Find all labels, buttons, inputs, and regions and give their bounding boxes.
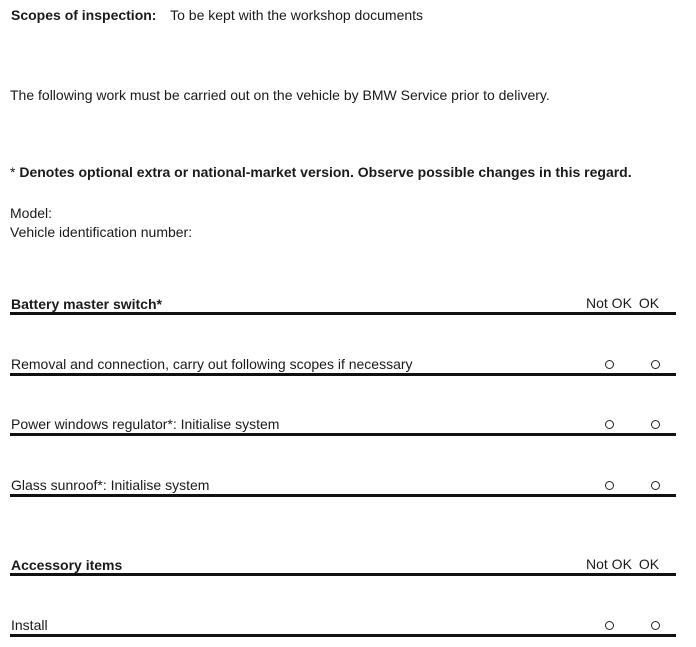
checklist-item-label: Removal and connection, carry out following scopes if necessary xyxy=(11,356,413,372)
document-header xyxy=(11,7,423,23)
section-title-accessory-items: Accessory items xyxy=(11,557,123,573)
section-2-column-headers xyxy=(586,556,659,572)
vehicle-fields xyxy=(10,204,192,242)
note-marker: * xyxy=(10,164,20,180)
not-ok-checkbox[interactable] xyxy=(605,481,614,490)
header-label: Scopes of inspection: xyxy=(11,7,157,23)
section-1-column-headers xyxy=(586,295,659,311)
intro-text: The following work must be carried out on the vehicle by BMW Service prior to delivery. xyxy=(10,87,550,103)
optional-extra-note xyxy=(10,164,632,180)
ok-column-header: OK xyxy=(638,556,660,572)
not-ok-column-header: Not OK xyxy=(586,295,632,311)
ok-checkbox[interactable] xyxy=(651,360,660,369)
model-field-label: Model: xyxy=(10,205,53,221)
checklist-item-label: Power windows regulator*: Initialise system xyxy=(11,416,280,432)
not-ok-checkbox[interactable] xyxy=(605,621,614,630)
checklist-item-label: Install xyxy=(11,617,48,633)
section-title-battery-master-switch: Battery master switch* xyxy=(11,296,162,312)
section-divider xyxy=(10,573,676,576)
row-divider xyxy=(10,634,676,637)
row-divider xyxy=(10,373,676,376)
not-ok-checkbox[interactable] xyxy=(605,420,614,429)
note-text: Denotes optional extra or national-market version. Observe possible changes in this regard. xyxy=(19,164,632,180)
ok-checkbox[interactable] xyxy=(651,621,660,630)
header-value: To be kept with the workshop documents xyxy=(170,7,424,23)
row-divider xyxy=(10,494,676,497)
ok-checkbox[interactable] xyxy=(651,481,660,490)
section-divider xyxy=(10,312,676,315)
vin-field-label: Vehicle identification number: xyxy=(10,224,193,240)
not-ok-column-header: Not OK xyxy=(586,556,632,572)
checklist-item-label: Glass sunroof*: Initialise system xyxy=(11,477,210,493)
not-ok-checkbox[interactable] xyxy=(605,360,614,369)
ok-checkbox[interactable] xyxy=(651,420,660,429)
ok-column-header: OK xyxy=(638,295,660,311)
row-divider xyxy=(10,433,676,436)
